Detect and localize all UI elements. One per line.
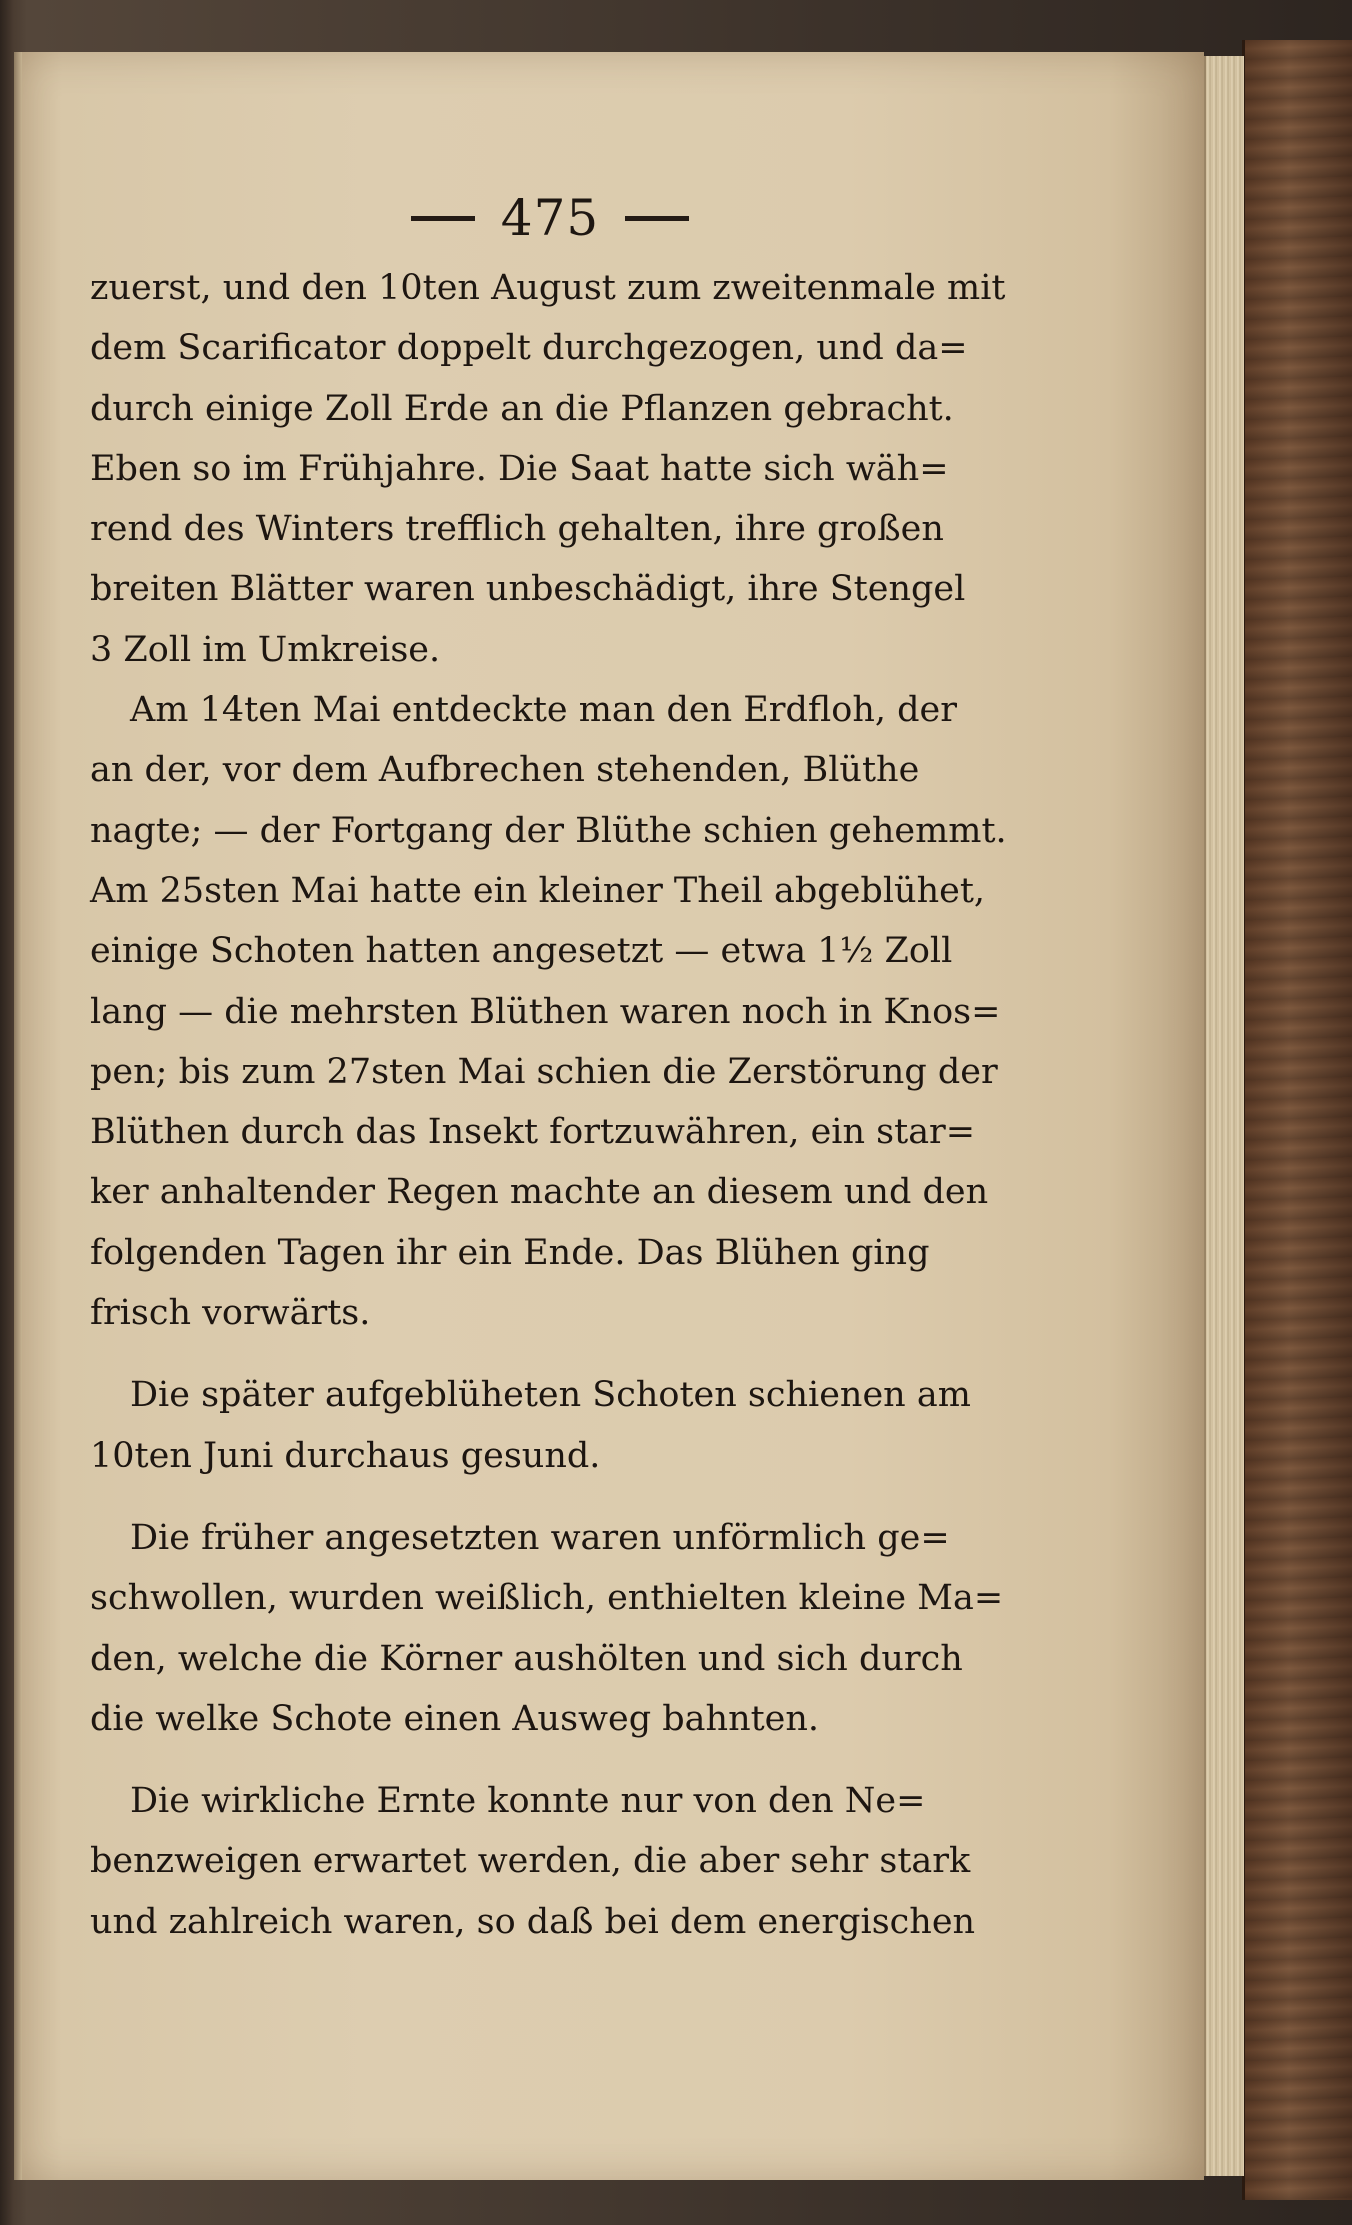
page-number: 475 <box>500 189 600 247</box>
text-line: Die später aufgeblüheten Schoten schienen am <box>130 1375 971 1416</box>
text-line: durch einige Zoll Erde an die Pflanzen gebracht. <box>90 388 954 429</box>
text-line: an der, vor dem Aufbrechen stehenden, Blüthe <box>90 750 920 791</box>
text-line: den, welche die Körner aushölten und sich durch <box>90 1638 963 1679</box>
text-line: Eben so im Frühjahre. Die Saat hatte sich wäh= <box>90 448 949 489</box>
text-line: 10ten Juni durchaus gesund. <box>90 1435 601 1476</box>
paragraph <box>90 1365 1010 1486</box>
text-line: die welke Schote einen Ausweg bahnten. <box>90 1698 820 1739</box>
body-text <box>90 258 1010 1952</box>
header-dash-left <box>411 216 475 221</box>
text-line: nagte; — der Fortgang der Blüthe schien gehemmt. <box>90 810 1007 851</box>
text-line: Am 25sten Mai hatte ein kleiner Theil abgeblühet, <box>90 870 986 911</box>
text-line: ker anhaltender Regen machte an diesem und den <box>90 1172 989 1213</box>
paragraph <box>90 258 1010 680</box>
page-edges <box>1204 56 1244 2176</box>
text-line: folgenden Tagen ihr ein Ende. Das Blühen ging <box>90 1232 930 1273</box>
text-line: zuerst, und den 10ten August zum zweitenmale mit <box>90 268 1006 308</box>
text-line: schwollen, wurden weißlich, enthielten kleine Ma= <box>90 1578 1004 1619</box>
text-line: frisch vorwärts. <box>90 1293 371 1334</box>
paragraph <box>90 680 1010 1343</box>
text-line: Blüthen durch das Insekt fortzuwähren, ein star= <box>90 1112 976 1153</box>
text-line: benzweigen erwartet werden, die aber sehr stark <box>90 1841 971 1882</box>
page-gutter <box>14 52 22 2180</box>
paragraph <box>90 1508 1010 1749</box>
text-line: dem Scarificator doppelt durchgezogen, und da= <box>90 328 968 369</box>
paragraph <box>90 1771 1010 1952</box>
text-line: einige Schoten hatten angesetzt — etwa 1½ Zoll <box>90 931 953 972</box>
paragraph-gap <box>90 1749 1010 1771</box>
text-line: lang — die mehrsten Blüthen waren noch in Knos= <box>90 991 1001 1032</box>
text-line: 3 Zoll im Umkreise. <box>90 629 441 670</box>
text-line: Die früher angesetzten waren unförmlich ge= <box>130 1517 950 1558</box>
text-line: breiten Blätter waren unbeschädigt, ihre Stengel <box>90 569 966 610</box>
header-dash-right <box>625 216 689 221</box>
text-line: und zahlreich waren, so daß bei dem energischen <box>90 1901 976 1942</box>
text-line: Die wirkliche Ernte konnte nur von den Ne= <box>130 1781 926 1822</box>
paragraph-gap <box>90 1486 1010 1508</box>
page-header <box>390 178 710 258</box>
text-line: pen; bis zum 27sten Mai schien die Zerstörung der <box>90 1051 998 1092</box>
text-line: Am 14ten Mai entdeckte man den Erdfloh, der <box>130 690 957 731</box>
text-line: rend des Winters trefflich gehalten, ihre großen <box>90 509 944 550</box>
book-cover-edge <box>1242 40 1352 2200</box>
paragraph-gap <box>90 1343 1010 1365</box>
